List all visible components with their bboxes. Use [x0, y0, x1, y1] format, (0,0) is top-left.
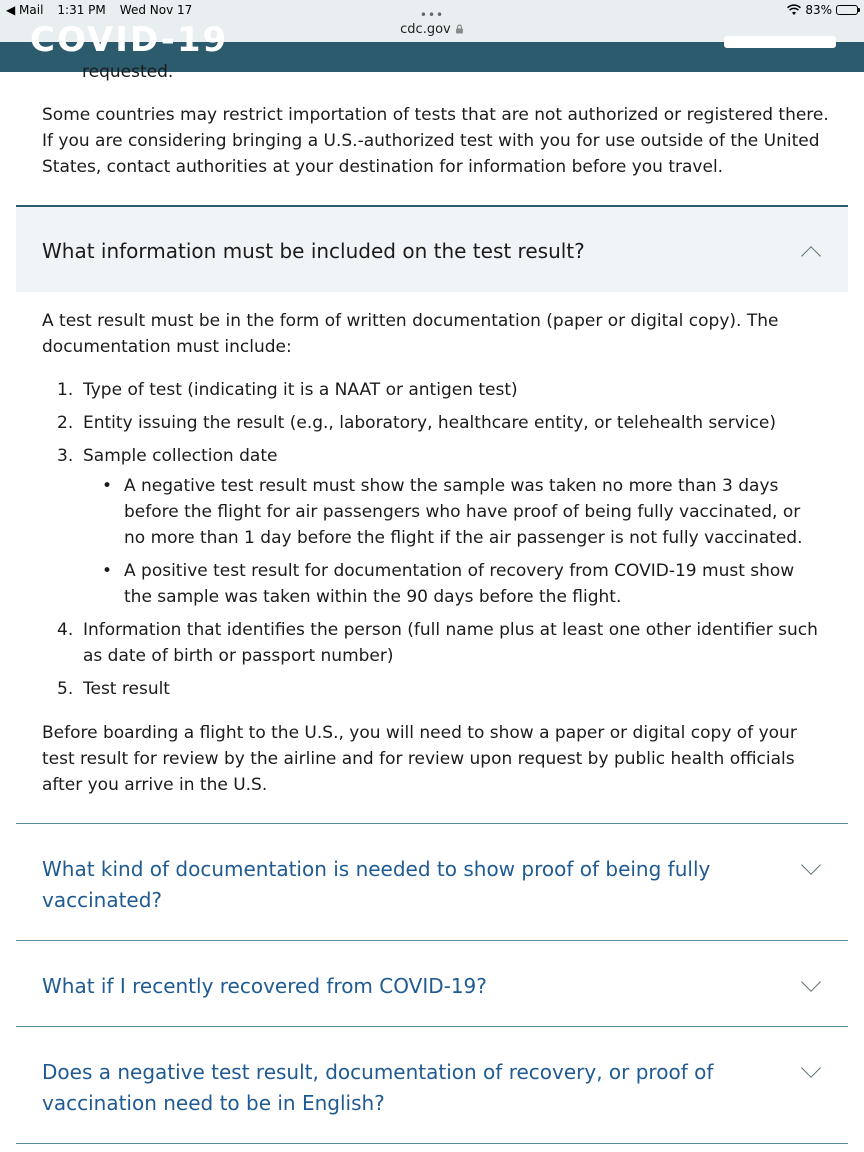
list-item-text: Information that identifies the person (full name plus at least one other identifier such as date of birth or passport number): [83, 620, 818, 666]
list-item-text: Type of test (indicating it is a NAAT or antigen test): [83, 380, 518, 400]
bullet-icon: •: [102, 476, 113, 496]
accordion-english-requirement[interactable]: [16, 1026, 848, 1144]
accordion-question: What if I recently recovered from COVID-19?: [42, 974, 487, 998]
list-item-text: Entity issuing the result (e.g., laboratory, healthcare entity, or telehealth service): [83, 413, 776, 433]
accordion-question: Does a negative test result, documentation of recovery, or proof of vaccination need to be in English?: [42, 1060, 714, 1115]
status-time: 1:31 PM: [57, 3, 106, 17]
chevron-down-icon[interactable]: [801, 855, 821, 875]
list-number: 2.: [57, 413, 74, 433]
bullet-icon: •: [102, 561, 113, 581]
restriction-paragraph: Some countries may restrict importation of tests that are not authorized or registered there. If you are considering bringing a U.S.-authorized test with you for use outside of the United States, contact authorities at your destination for information before you travel.: [42, 105, 829, 177]
list-number: 5.: [57, 679, 74, 699]
sub-list-item-text: A positive test result for documentation of recovery from COVID-19 must show the sample was taken within the 90 days before the flight.: [124, 561, 795, 607]
list-item: [42, 617, 822, 669]
chevron-up-icon[interactable]: [801, 246, 821, 266]
boarding-paragraph: Before boarding a flight to the U.S., you will need to show a paper or digital copy of your test result for review by the airline and for review upon request by public health officials after you arrive in the U.S.: [42, 723, 797, 795]
site-title: COVID-19: [30, 20, 229, 60]
accordion-vaccination-proof[interactable]: [16, 823, 848, 941]
accordion-question: What kind of documentation is needed to show proof of being fully vaccinated?: [42, 857, 711, 912]
url-text: cdc.gov: [400, 22, 451, 37]
accordion-header-test-result-info[interactable]: [16, 205, 848, 292]
list-item: [42, 410, 822, 436]
chevron-down-icon[interactable]: [801, 1058, 821, 1078]
sub-list-item: [83, 473, 822, 551]
sub-list-item: [83, 558, 822, 610]
list-number: 4.: [57, 620, 74, 640]
list-item: [42, 443, 822, 610]
list-number: 3.: [57, 446, 74, 466]
list-item: [42, 377, 822, 403]
accordion-question: What information must be included on the test result?: [42, 239, 585, 263]
sub-list-item-text: A negative test result must show the sample was taken no more than 3 days before the flight for air passengers who have proof of being fully vaccinated, or no more than 1 day before the flight if the air passenger is not fully vaccinated.: [124, 476, 803, 548]
battery-percent: 83%: [805, 3, 832, 17]
more-dots-icon[interactable]: •••: [419, 8, 445, 22]
list-number: 1.: [57, 380, 74, 400]
sub-list: [83, 473, 822, 610]
list-item-text: Sample collection date: [83, 446, 278, 466]
search-box[interactable]: [724, 36, 836, 48]
list-item: [42, 676, 822, 702]
status-date: Wed Nov 17: [119, 3, 193, 17]
back-to-mail-link[interactable]: ◀ Mail: [6, 3, 44, 17]
list-item-text: Test result: [83, 679, 170, 699]
accordion-recovered[interactable]: [16, 940, 848, 1027]
cut-off-text: requested.: [82, 62, 174, 82]
intro-paragraph: A test result must be in the form of written documentation (paper or digital copy). The documentation must include:: [42, 311, 779, 357]
lock-icon: [455, 24, 464, 34]
requirements-list: [42, 377, 822, 702]
chevron-down-icon[interactable]: [801, 972, 821, 992]
